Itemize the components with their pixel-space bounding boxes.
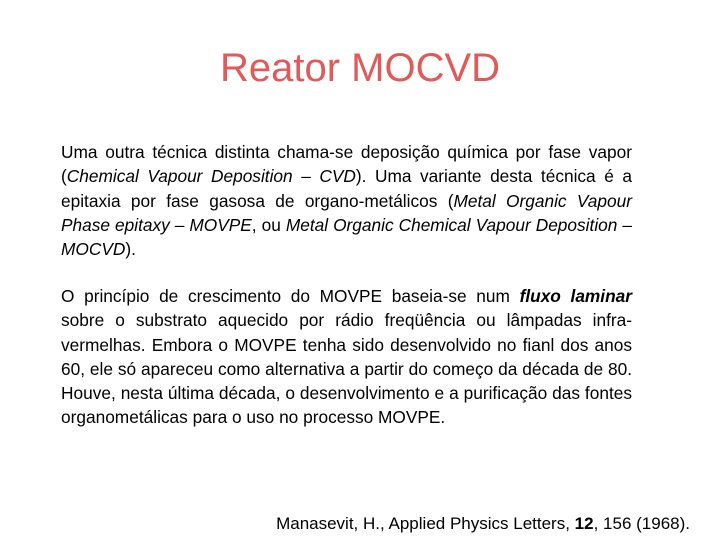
reference-pages-year: , 156 (1968).	[593, 514, 690, 533]
reference-volume: 12	[574, 514, 594, 533]
italic-term-movpe: Metal Organic Vapour Phase epitaxy – MOVPE	[61, 190, 632, 235]
reference-text: Manasevit, H., Applied Physics Letters,	[276, 514, 575, 533]
paragraph-cvd-intro	[61, 140, 632, 261]
slide-title: Reator MOCVD	[219, 46, 501, 90]
paragraph-text: sobre o substrato aquecido por rádio freqüência ou lâmpadas infra-vermelhas. Embora o MOVPE tenha sido desenvolvido no fianl dos anos 60, ele só apareceu como alternativa a partir do começo da década de 80. Houve, nesta última década, o desenvolvimento e a purificação das fontes organometálicas para o uso no processo MOVPE.	[61, 310, 632, 428]
paragraph-text: O princípio de crescimento do MOVPE baseia-se num	[61, 286, 520, 306]
paragraph-text: ). Uma variante desta técnica é a epitaxia por fase gasosa de organo-metálicos (	[61, 166, 632, 211]
paragraph-text: ).	[125, 239, 136, 260]
italic-term-cvd: Chemical Vapour Deposition – CVD	[66, 166, 356, 187]
italic-term-mocvd: Metal Organic Chemical Vapour Deposition – MOCVD	[61, 214, 632, 260]
paragraph-text: Uma outra técnica distinta chama-se deposição química por fase vapor (	[61, 142, 632, 187]
reference-citation	[0, 513, 690, 535]
paragraph-text: , ou	[251, 214, 286, 235]
bold-term-laminar-flow: fluxo laminar	[519, 286, 632, 306]
paragraph-movpe-principle	[61, 284, 632, 430]
